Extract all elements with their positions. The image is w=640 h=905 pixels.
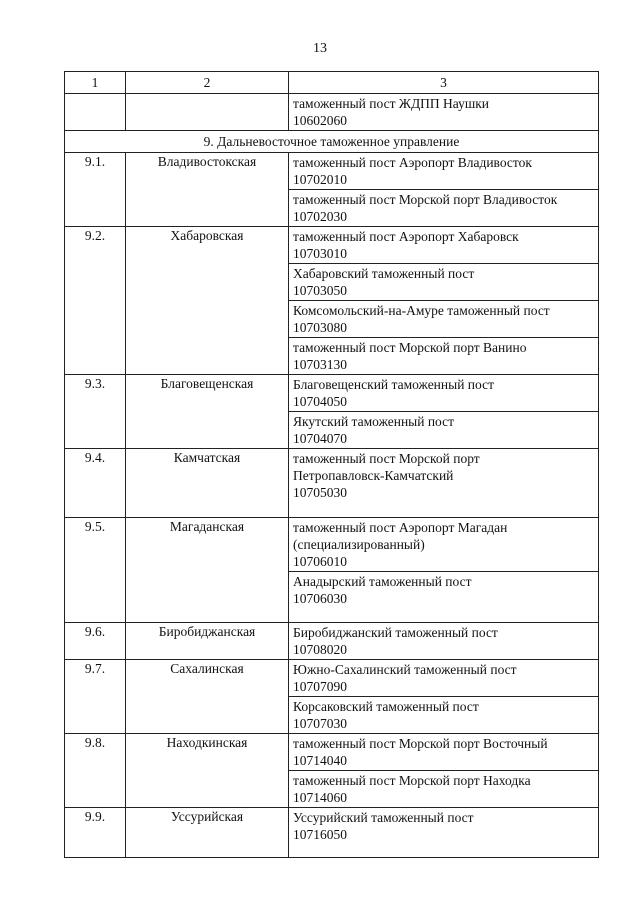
posts-cell [289, 734, 599, 808]
post-code: 10707030 [293, 716, 347, 731]
post-name: Якутский таможенный пост [293, 414, 455, 429]
post-code: 10707090 [293, 679, 347, 694]
post-name: таможенный пост Морской порт Находка [293, 773, 531, 788]
customs-post [289, 660, 598, 697]
post-code: 10705030 [293, 485, 347, 500]
region-row [65, 375, 599, 449]
section-row [65, 131, 599, 153]
posts-cell [289, 449, 599, 518]
region-name: Находкинская [126, 734, 289, 808]
region-name: Благовещенская [126, 375, 289, 449]
region-row [65, 518, 599, 623]
post-code: 10703130 [293, 357, 347, 372]
posts-cell [289, 153, 599, 227]
post-code: 10702010 [293, 172, 347, 187]
posts-cell [289, 660, 599, 734]
customs-post [289, 623, 598, 659]
post-name: таможенный пост Аэропорт Хабаровск [293, 229, 519, 244]
page-number: 13 [313, 41, 327, 56]
region-row [65, 734, 599, 808]
region-name: Сахалинская [126, 660, 289, 734]
post-code: 10706030 [293, 591, 347, 606]
customs-post [289, 153, 598, 190]
customs-post [289, 412, 598, 448]
customs-post [289, 449, 598, 502]
empty-region-cell [126, 94, 289, 131]
header-col-3: 3 [289, 72, 599, 94]
post-code: 10704050 [293, 394, 347, 409]
header-col-1: 1 [65, 72, 126, 94]
post-name: Корсаковский таможенный пост [293, 699, 479, 714]
post-name: Хабаровский таможенный пост [293, 266, 475, 281]
posts-cell [289, 227, 599, 375]
customs-post [289, 572, 598, 608]
region-row [65, 660, 599, 734]
posts-cell [289, 808, 599, 858]
row-number: 9.3. [65, 375, 126, 449]
empty-num-cell [65, 94, 126, 131]
post-code: 10703050 [293, 283, 347, 298]
region-name: Камчатская [126, 449, 289, 518]
post-code: 10716050 [293, 827, 347, 842]
customs-post [289, 301, 598, 338]
customs-post [289, 734, 598, 771]
posts-cell [289, 518, 599, 623]
customs-post [289, 338, 598, 374]
customs-post [289, 264, 598, 301]
row-number: 9.9. [65, 808, 126, 858]
customs-post [289, 94, 598, 130]
post-code: 10703010 [293, 246, 347, 261]
region-row [65, 227, 599, 375]
post-code: 10703080 [293, 320, 347, 335]
region-name: Магаданская [126, 518, 289, 623]
region-name: Владивостокская [126, 153, 289, 227]
row-number: 9.4. [65, 449, 126, 518]
customs-posts-table [64, 71, 599, 858]
post-name: таможенный пост Аэропорт Магадан [293, 520, 508, 535]
region-name: Хабаровская [126, 227, 289, 375]
post-name: Благовещенский таможенный пост [293, 377, 495, 392]
post-code: 10702030 [293, 209, 347, 224]
post-name-continued: Петропавловск-Камчатский [293, 468, 454, 483]
region-row [65, 808, 599, 858]
region-row [65, 623, 599, 660]
customs-post [289, 518, 598, 572]
post-name-continued: (специализированный) [293, 537, 425, 552]
customs-post [289, 771, 598, 807]
post-code: 10708020 [293, 642, 347, 657]
row-number: 9.2. [65, 227, 126, 375]
post-name: таможенный пост Морской порт [293, 451, 480, 466]
row-number: 9.8. [65, 734, 126, 808]
row-number: 9.6. [65, 623, 126, 660]
posts-cell [289, 623, 599, 660]
customs-post [289, 190, 598, 226]
post-name: Южно-Сахалинский таможенный пост [293, 662, 517, 677]
post-name: Комсомольский-на-Амуре таможенный пост [293, 303, 550, 318]
post-code: 10602060 [293, 113, 347, 128]
post-name: Анадырский таможенный пост [293, 574, 472, 589]
section-title: 9. Дальневосточное таможенное управление [65, 131, 599, 153]
region-name: Уссурийская [126, 808, 289, 858]
customs-post [289, 375, 598, 412]
posts-cell [289, 94, 599, 131]
post-name: таможенный пост Морской порт Восточный [293, 736, 548, 751]
post-name: Уссурийский таможенный пост [293, 810, 474, 825]
region-row [65, 449, 599, 518]
post-code: 10706010 [293, 554, 347, 569]
post-name: таможенный пост Морской порт Ванино [293, 340, 527, 355]
customs-post [289, 808, 598, 844]
post-code: 10714060 [293, 790, 347, 805]
post-name: таможенный пост ЖДПП Наушки [293, 96, 490, 111]
posts-cell [289, 375, 599, 449]
customs-post [289, 227, 598, 264]
row-number: 9.1. [65, 153, 126, 227]
region-name: Биробиджанская [126, 623, 289, 660]
customs-post [289, 697, 598, 733]
post-name: таможенный пост Морской порт Владивосток [293, 192, 558, 207]
post-name: таможенный пост Аэропорт Владивосток [293, 155, 532, 170]
post-code: 10704070 [293, 431, 347, 446]
post-name: Биробиджанский таможенный пост [293, 625, 498, 640]
post-code: 10714040 [293, 753, 347, 768]
row-number: 9.7. [65, 660, 126, 734]
header-col-2: 2 [126, 72, 289, 94]
header-row [65, 72, 599, 94]
row-number: 9.5. [65, 518, 126, 623]
continuation-row [65, 94, 599, 131]
region-row [65, 153, 599, 227]
